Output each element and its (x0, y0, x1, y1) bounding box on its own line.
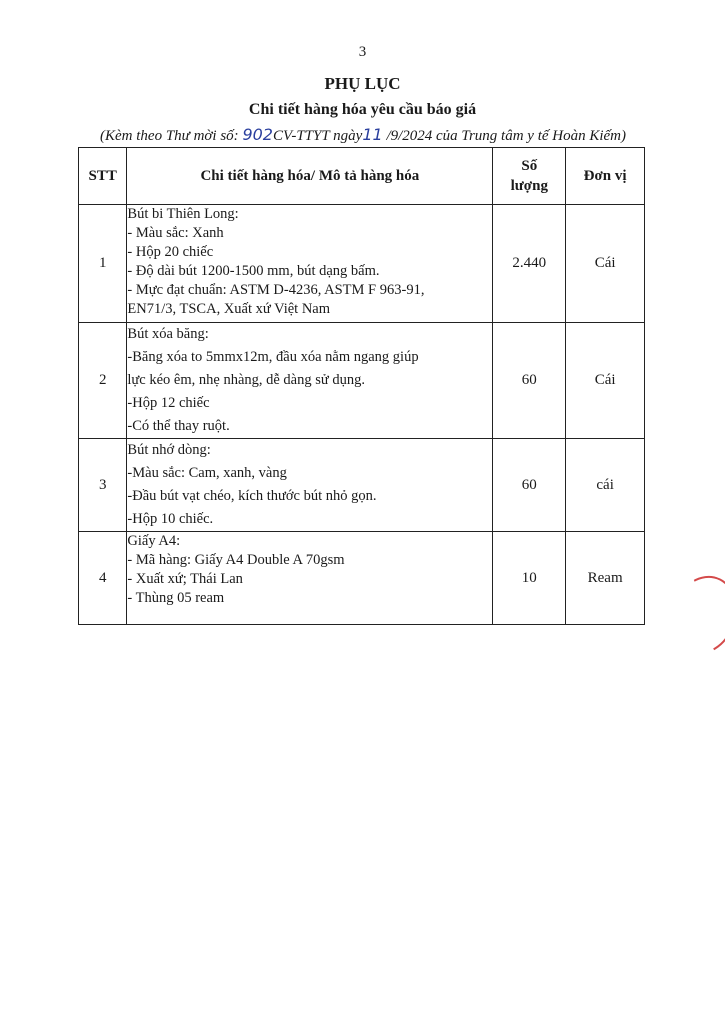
description-line: - Thùng 05 ream (127, 590, 225, 606)
row-quantity: 60 (493, 323, 566, 439)
row-description (127, 323, 493, 439)
description-line: -Đầu bút vạt chéo, kích thước bút nhỏ gọn. (127, 488, 377, 504)
description-line: - Màu sắc: Xanh (127, 225, 224, 241)
goods-table (78, 147, 645, 625)
description-line: - Mã hàng: Giấy A4 Double A 70gsm (127, 552, 345, 568)
description-line: - Độ dài bút 1200-1500 mm, bút dạng bấm. (127, 263, 380, 279)
description-line: - Hộp 20 chiếc (127, 244, 214, 260)
header-quantity-line2: lượng (510, 178, 548, 194)
document-subtitle: Chi tiết hàng hóa yêu cầu báo giá (248, 101, 477, 118)
description-line: -Hộp 12 chiếc (127, 395, 210, 411)
description-line: Bút bi Thiên Long: (127, 206, 239, 222)
header-stt: STT (79, 148, 127, 205)
description-line: -Có thể thay ruột. (127, 418, 230, 434)
attachment-mid: CV-TTYT ngày (272, 128, 363, 144)
partial-stamp-edge (660, 566, 725, 663)
row-unit: cái (566, 439, 645, 532)
row-unit: Ream (566, 532, 645, 625)
document-title: PHỤ LỤC (324, 74, 401, 93)
table-row (79, 323, 645, 439)
description-line: -Màu sắc: Cam, xanh, vàng (127, 465, 287, 481)
row-stt: 1 (79, 205, 127, 323)
row-quantity: 60 (493, 439, 566, 532)
header-unit: Đơn vị (566, 148, 645, 205)
description-line: - Mực đạt chuẩn: ASTM D-4236, ASTM F 963-91, (127, 282, 425, 298)
header-quantity (493, 148, 566, 205)
page-number: 3 (358, 44, 367, 60)
description-line: EN71/3, TSCA, Xuất xứ Việt Nam (127, 301, 331, 317)
table-row (79, 532, 645, 625)
row-unit: Cái (566, 205, 645, 323)
description-line: -Hộp 10 chiếc. (127, 511, 214, 527)
header-description: Chi tiết hàng hóa/ Mô tả hàng hóa (127, 148, 493, 205)
description-line: Giấy A4: (127, 533, 181, 549)
row-quantity: 10 (493, 532, 566, 625)
row-stt: 2 (79, 323, 127, 439)
description-line: - Xuất xứ; Thái Lan (127, 571, 243, 587)
row-description (127, 532, 493, 625)
handwritten-day: 11 (362, 125, 383, 144)
row-description (127, 205, 493, 323)
attachment-reference (100, 125, 660, 145)
handwritten-doc-number: 902 (242, 125, 273, 144)
description-line: Bút nhớ dòng: (127, 442, 211, 458)
row-unit: Cái (566, 323, 645, 439)
description-line: -Băng xóa to 5mmx12m, đầu xóa nằm ngang giúp (127, 349, 419, 365)
row-stt: 3 (79, 439, 127, 532)
table-header-row (79, 148, 645, 205)
table-row (79, 205, 645, 323)
table-row (79, 439, 645, 532)
description-line: Bút xóa băng: (127, 326, 209, 342)
row-stt: 4 (79, 532, 127, 625)
attachment-prefix: (Kèm theo Thư mời số: (100, 128, 243, 144)
row-description (127, 439, 493, 532)
attachment-suffix: /9/2024 của Trung tâm y tế Hoàn Kiếm) (382, 128, 627, 144)
header-quantity-line1: Số (521, 158, 538, 174)
row-quantity: 2.440 (493, 205, 566, 323)
description-line: lực kéo êm, nhẹ nhàng, dễ dàng sử dụng. (127, 372, 365, 388)
